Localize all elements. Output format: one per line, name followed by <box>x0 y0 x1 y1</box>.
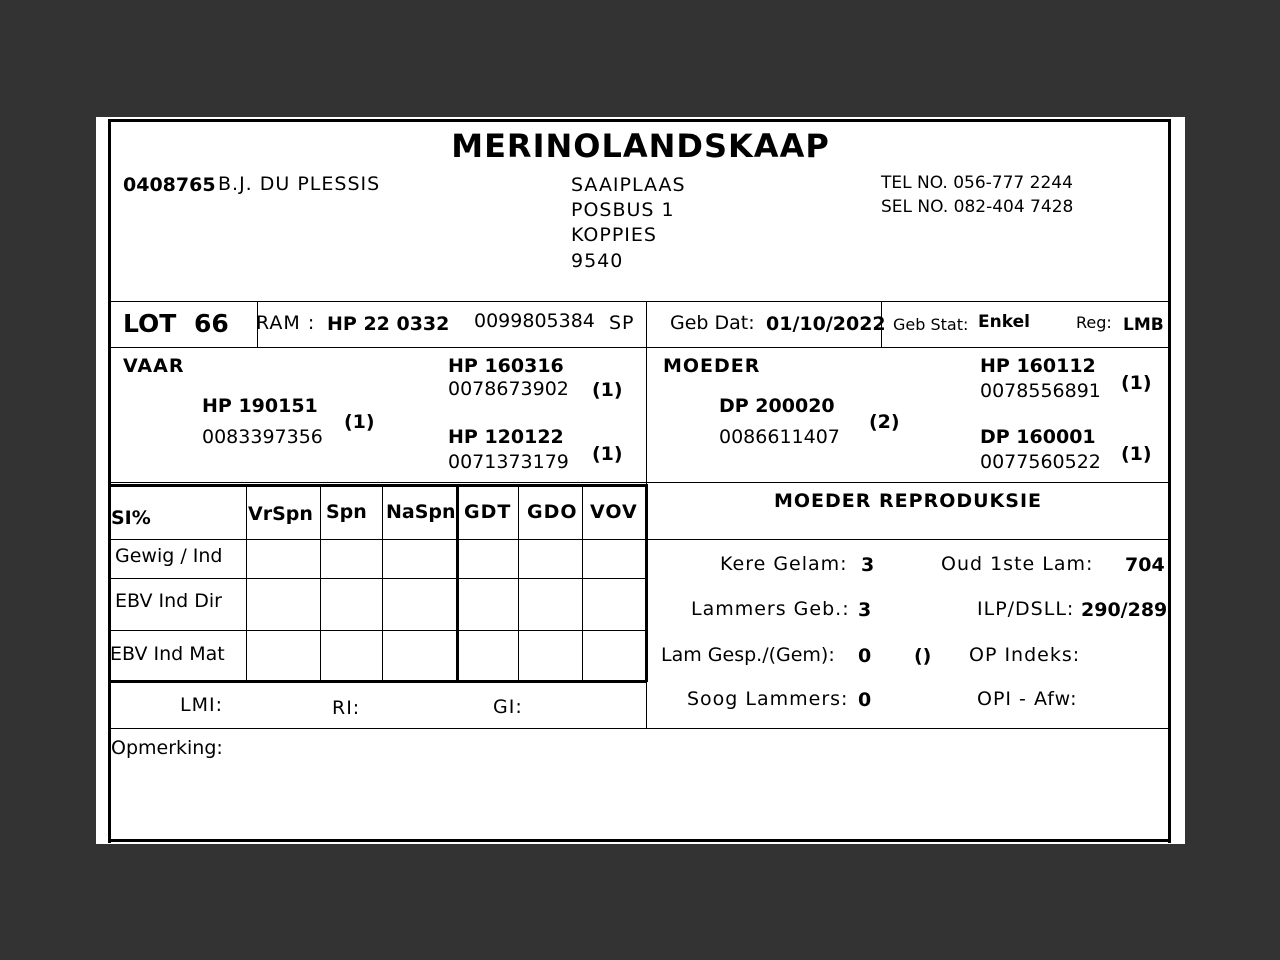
opi-afw-label: OPI - Afw: <box>977 688 1078 710</box>
remarks-label: Opmerking: <box>111 737 223 759</box>
kere-gelam-label: Kere Gelam: <box>720 553 848 575</box>
si-row-label-ebv-dir: EBV Ind Dir <box>115 590 222 612</box>
divider-lot <box>110 347 1169 348</box>
vaar-sire-id: HP 160316 <box>448 355 564 377</box>
reg-value: LMB <box>1123 315 1164 335</box>
cell-number: SEL NO. 082-404 7428 <box>881 197 1074 217</box>
left-border <box>108 119 111 843</box>
reg-label: Reg: <box>1076 313 1112 332</box>
ram-reg-number: 0099805384 <box>474 310 595 332</box>
si-col-header-vrspn: VrSpn <box>248 503 313 525</box>
vaar-label: VAAR <box>123 355 185 377</box>
moeder-dam-id: DP 160001 <box>980 426 1096 448</box>
lam-gesp-value: 0 <box>858 645 872 667</box>
si-corner-label: SI% <box>111 507 151 529</box>
moeder-sire-id: HP 160112 <box>980 355 1096 377</box>
lammers-geb-value: 3 <box>858 599 872 621</box>
ilp-dsll-value: 290/289 <box>1081 599 1168 621</box>
address-line-4: 9540 <box>571 250 624 272</box>
ri-label: RI: <box>332 697 361 719</box>
bottom-border <box>108 839 1171 842</box>
breeder-number: 0408765 <box>123 174 216 196</box>
divider-remarks <box>110 728 1169 729</box>
geb-stat-label: Geb Stat: <box>893 315 969 334</box>
moeder-reg: 0086611407 <box>719 426 840 448</box>
lam-gem-value: () <box>914 645 932 667</box>
address-line-2: POSBUS 1 <box>571 199 675 221</box>
vaar-dam-id: HP 120122 <box>448 426 564 448</box>
si-table-top <box>110 484 648 487</box>
ram-code: SP <box>609 312 635 334</box>
si-row-line-3 <box>110 630 646 631</box>
vaar-reg: 0083397356 <box>202 426 323 448</box>
si-col-line-6 <box>582 484 583 681</box>
address-line-3: KOPPIES <box>571 224 657 246</box>
si-row-label-gewig: Gewig / Ind <box>115 545 223 567</box>
si-col-line-2 <box>320 484 321 681</box>
si-row-line-1 <box>110 539 646 540</box>
si-col-line-1 <box>246 484 247 681</box>
si-table-bottom <box>110 680 646 683</box>
si-col-header-spn: Spn <box>326 501 367 523</box>
si-col-line-4 <box>456 484 459 681</box>
lot-label: LOT <box>123 309 177 338</box>
soog-lammers-label: Soog Lammers: <box>687 688 849 710</box>
ram-label: RAM : <box>256 312 316 334</box>
tel-number: TEL NO. 056-777 2244 <box>881 173 1073 193</box>
oud-1ste-lam-value: 704 <box>1125 554 1165 576</box>
soog-lammers-value: 0 <box>858 689 872 711</box>
si-col-header-gdo: GDO <box>527 501 578 523</box>
si-col-line-5 <box>518 484 519 681</box>
si-table-right <box>645 484 648 682</box>
vaar-dam-reg: 0071373179 <box>448 451 569 473</box>
moeder-dam-reg: 0077560522 <box>980 451 1101 473</box>
breeder-name: B.J. DU PLESSIS <box>218 173 381 195</box>
card-title: MERINOLANDSKAAP <box>451 127 830 165</box>
moeder-dam-count: (1) <box>1121 443 1152 465</box>
vaar-sire-reg: 0078673902 <box>448 378 569 400</box>
right-border <box>1168 119 1171 843</box>
op-indeks-label: OP Indeks: <box>969 644 1081 666</box>
divider-repro-title <box>648 539 1169 540</box>
moeder-label: MOEDER <box>663 355 761 377</box>
moeder-id: DP 200020 <box>719 395 835 417</box>
vaar-dam-count: (1) <box>592 443 623 465</box>
geb-dat-value: 01/10/2022 <box>766 313 886 335</box>
moeder-count: (2) <box>869 411 900 433</box>
vaar-sire-count: (1) <box>592 379 623 401</box>
ilp-dsll-label: ILP/DSLL: <box>977 598 1075 620</box>
ram-id: HP 22 0332 <box>327 313 450 335</box>
divider-pedigree <box>110 482 1169 483</box>
si-row-label-ebv-mat: EBV Ind Mat <box>110 643 225 665</box>
vaar-count: (1) <box>344 411 375 433</box>
lmi-label: LMI: <box>180 694 223 716</box>
si-col-header-naspn: NaSpn <box>386 501 456 523</box>
si-col-line-3 <box>382 484 383 681</box>
sale-catalogue-card <box>96 117 1185 844</box>
address-line-1: SAAIPLAAS <box>571 174 686 196</box>
geb-stat-value: Enkel <box>978 312 1030 332</box>
si-col-header-gdt: GDT <box>464 501 512 523</box>
lammers-geb-label: Lammers Geb.: <box>691 598 850 620</box>
lot-number: 66 <box>194 309 229 338</box>
repro-title: MOEDER REPRODUKSIE <box>774 490 1043 512</box>
vaar-id: HP 190151 <box>202 395 318 417</box>
lam-gesp-label: Lam Gesp./(Gem): <box>661 644 835 666</box>
gi-label: GI: <box>493 696 523 718</box>
moeder-sire-count: (1) <box>1121 372 1152 394</box>
si-col-header-vov: VOV <box>590 501 638 523</box>
oud-1ste-lam-label: Oud 1ste Lam: <box>941 553 1094 575</box>
top-border <box>108 119 1171 122</box>
divider-header <box>110 301 1169 302</box>
kere-gelam-value: 3 <box>861 554 875 576</box>
geb-dat-label: Geb Dat: <box>670 312 755 334</box>
moeder-sire-reg: 0078556891 <box>980 380 1101 402</box>
si-row-line-2 <box>110 578 646 579</box>
